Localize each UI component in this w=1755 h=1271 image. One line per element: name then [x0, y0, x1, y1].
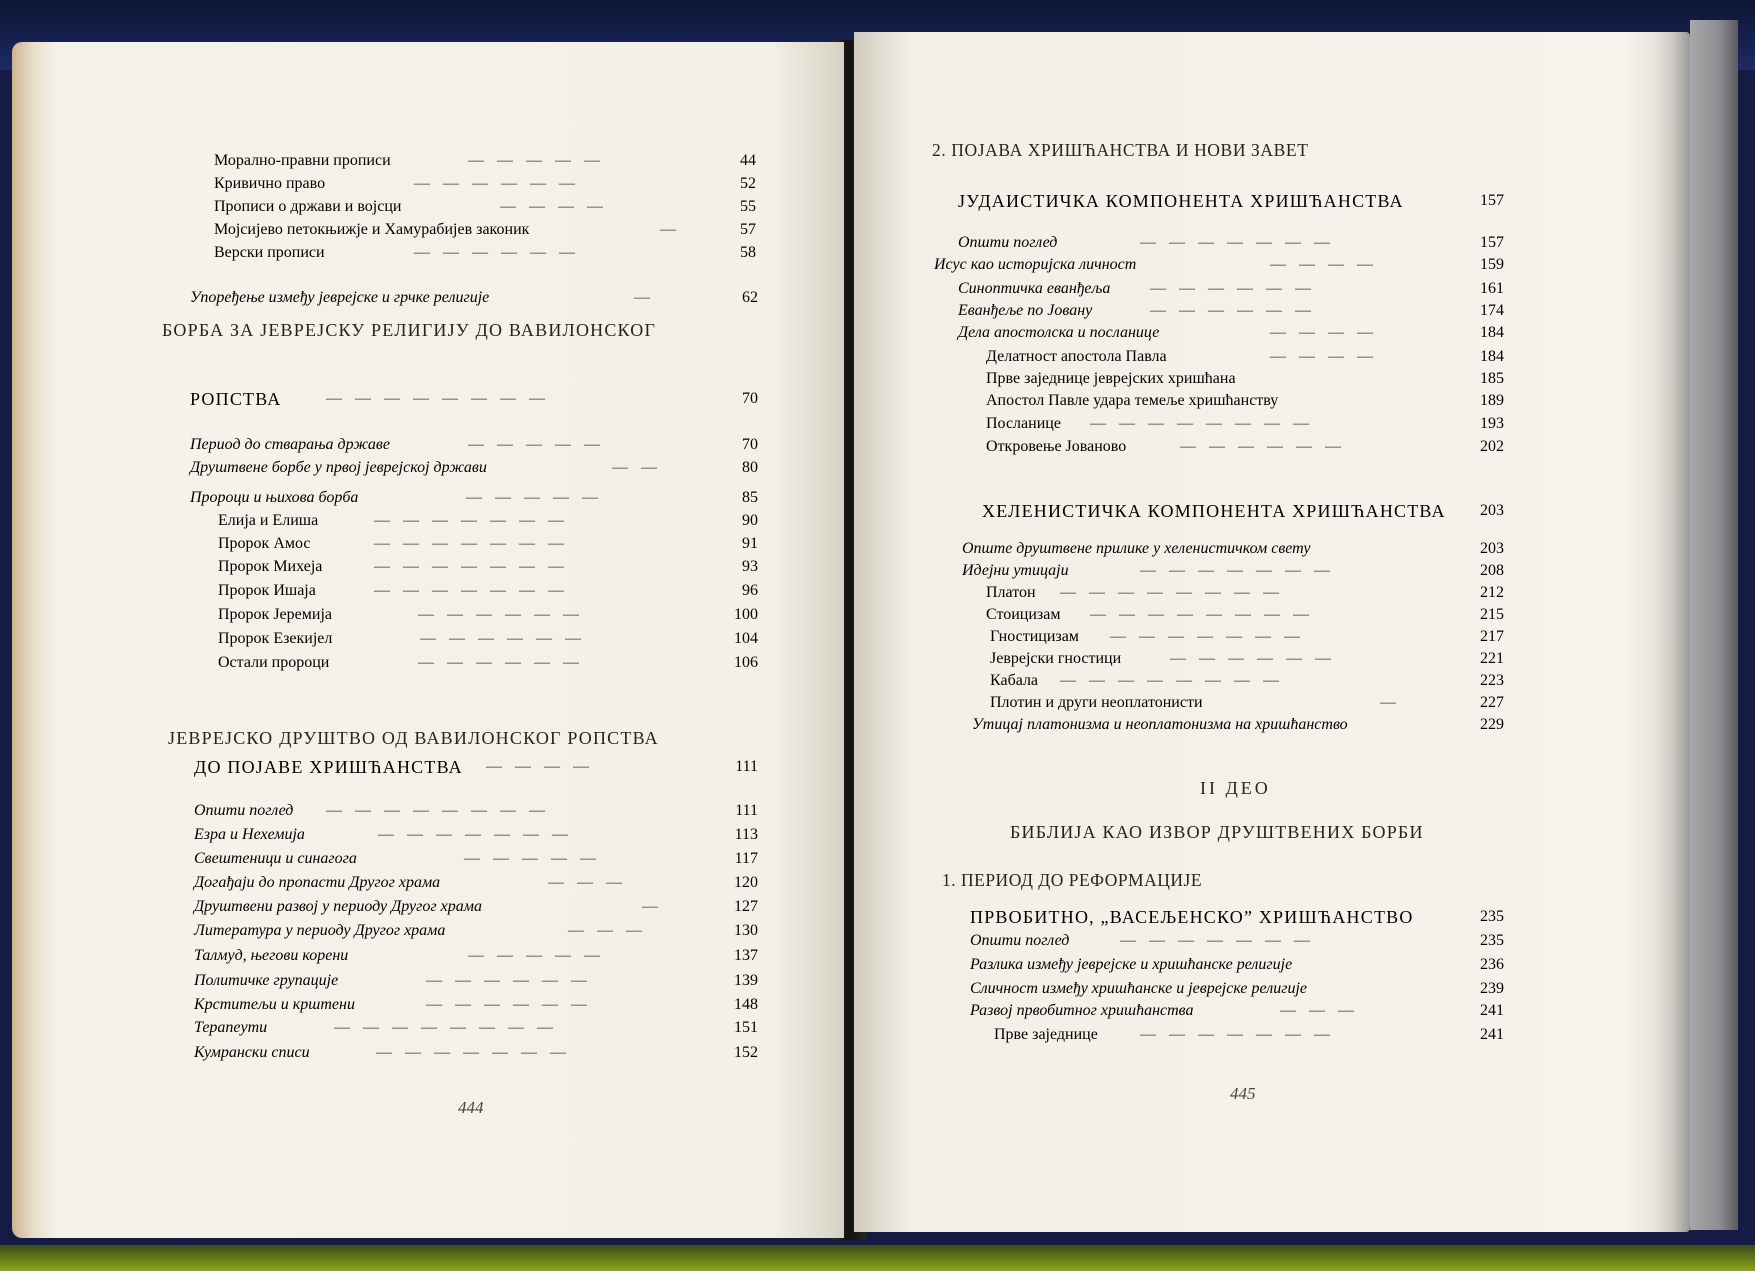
toc-entry-title: Остали пророци	[218, 654, 330, 671]
leader-dashes: ———————	[378, 826, 581, 843]
toc-entry-title: Мојсијево петокњижје и Хамурабијев законик	[214, 221, 530, 238]
leader-dashes: ———————	[374, 512, 577, 529]
toc-entry-title: Прве заједнице	[994, 1026, 1098, 1043]
page-number-right: 445	[1230, 1084, 1256, 1103]
toc-entry	[194, 872, 758, 894]
toc-entry-title: Догађаји до пропасти Другог храма	[194, 874, 441, 891]
toc-entry	[190, 487, 758, 509]
toc-entry-page: 151	[734, 1019, 758, 1036]
toc-entry	[214, 150, 756, 172]
toc-entry-title: Пророк Михеја	[218, 558, 323, 575]
toc-entry-page: 52	[740, 175, 756, 192]
toc-entry-title: Морално-правни прописи	[214, 152, 391, 169]
toc-entry-page: 70	[742, 390, 758, 407]
toc-entry-page: 208	[1480, 562, 1504, 579]
toc-entry	[986, 436, 1504, 458]
leader-dashes: ——————	[426, 996, 600, 1013]
leader-dashes: ————————	[334, 1019, 566, 1036]
toc-entry-title: Елија и Елиша	[218, 512, 319, 529]
toc-entry-title: Пророк Амос	[218, 535, 311, 552]
toc-entry-page: 100	[734, 606, 758, 623]
toc-entry	[958, 190, 1504, 212]
toc-entry	[194, 756, 758, 778]
leader-dashes: ——————	[1170, 650, 1344, 667]
toc-entry	[958, 300, 1504, 322]
toc-entry-title: Друштвене борбе у првој јеврејској држави	[190, 459, 487, 476]
leader-dashes: —	[634, 289, 663, 306]
toc-entry	[958, 278, 1504, 300]
toc-entry	[194, 945, 758, 967]
background-bottom	[0, 1245, 1755, 1271]
toc-entry-title: Разлика између јеврејске и хришћанске религије	[970, 956, 1293, 973]
leader-dashes: ——————	[414, 175, 588, 192]
toc-entry	[986, 582, 1504, 604]
toc-entry	[214, 242, 756, 264]
toc-entry	[990, 670, 1504, 692]
toc-entry-title: Опште друштвене прилике у хеленистичком свету	[962, 540, 1311, 557]
leader-dashes: ————	[486, 758, 602, 775]
leader-dashes: ———————	[374, 582, 577, 599]
toc-entry-title: Терапеути	[194, 1019, 268, 1036]
leader-dashes: ————————	[1090, 415, 1322, 432]
toc-entry	[214, 173, 756, 195]
chapter-heading-christianity: 2. ПОЈАВА ХРИШЋАНСТВА И НОВИ ЗАВЕТ	[932, 140, 1309, 160]
toc-entry	[958, 322, 1504, 344]
toc-entry-page: 80	[742, 459, 758, 476]
toc-entry-page: 221	[1480, 650, 1504, 667]
toc-entry	[218, 604, 758, 626]
toc-entry-title: Исус као историјска личност	[934, 256, 1137, 273]
leader-dashes: ——————	[418, 654, 592, 671]
toc-entry-title: Платон	[986, 584, 1036, 601]
toc-entry-page: 223	[1480, 672, 1504, 689]
toc-entry-title: Езра и Нехемија	[194, 826, 305, 843]
toc-entry-title: Општи поглед	[194, 802, 294, 819]
leader-dashes: ———	[568, 922, 655, 939]
toc-entry-title: Период до стварања државе	[190, 436, 390, 453]
toc-entry	[970, 906, 1504, 928]
leader-dashes: ————	[1270, 256, 1386, 273]
toc-entry-page: 62	[742, 289, 758, 306]
toc-entry-page: 139	[734, 972, 758, 989]
toc-entry	[934, 254, 1504, 276]
toc-entry	[990, 648, 1504, 670]
toc-entry-page: 236	[1480, 956, 1504, 973]
toc-entry-page: 137	[734, 947, 758, 964]
part-heading: II ДЕО	[1200, 778, 1271, 798]
toc-entry-page: 185	[1480, 370, 1504, 387]
leader-dashes: ————————	[1090, 606, 1322, 623]
leader-dashes: ———————	[1140, 234, 1343, 251]
toc-entry-page: 113	[734, 826, 758, 843]
toc-entry	[218, 533, 758, 555]
toc-entry	[194, 920, 758, 942]
toc-entry-title: Политичке групације	[194, 972, 339, 989]
toc-entry-title: Кабала	[990, 672, 1039, 689]
toc-entry	[962, 538, 1504, 560]
toc-entry-title: Кумрански списи	[194, 1044, 310, 1061]
toc-entry-page: 229	[1480, 716, 1504, 733]
leader-dashes: ———	[548, 874, 635, 891]
toc-entry	[986, 368, 1504, 390]
section-heading-babylon: БОРБА ЗА ЈЕВРЕЈСКУ РЕЛИГИЈУ ДО ВАВИЛОНСКОГ	[162, 320, 657, 340]
section-heading-jewish-society: ЈЕВРЕЈСКО ДРУШТВО ОД ВАВИЛОНСКОГ РОПСТВА	[168, 728, 659, 748]
toc-entry-title: Прописи о држави и војсци	[214, 198, 402, 215]
toc-entry-title: РОПСТВА	[190, 389, 282, 409]
toc-entry	[190, 434, 758, 456]
toc-entry-title: ЈУДАИСТИЧКА КОМПОНЕНТА ХРИШЋАНСТВА	[958, 191, 1404, 211]
toc-entry-page: 58	[740, 244, 756, 261]
toc-entry-page: 93	[742, 558, 758, 575]
leader-dashes: ——————	[414, 244, 588, 261]
toc-entry-page: 44	[740, 152, 756, 169]
toc-entry-title: Пророк Езекијел	[218, 630, 333, 647]
leader-dashes: ———————	[374, 535, 577, 552]
toc-entry-page: 157	[1480, 234, 1504, 251]
toc-entry	[214, 196, 756, 218]
toc-entry-page: 235	[1480, 932, 1504, 949]
leader-dashes: —————	[468, 947, 613, 964]
leader-dashes: ———————	[376, 1044, 579, 1061]
toc-entry	[190, 457, 758, 479]
toc-entry-title: Плотин и други неоплатонисти	[990, 694, 1203, 711]
toc-entry-page: 235	[1480, 908, 1504, 925]
toc-entry-page: 227	[1480, 694, 1504, 711]
toc-entry-page: 212	[1480, 584, 1504, 601]
toc-entry-page: 217	[1480, 628, 1504, 645]
toc-entry-title: Општи поглед	[958, 234, 1058, 251]
toc-entry-page: 104	[734, 630, 758, 647]
toc-entry-page: 111	[735, 802, 758, 819]
leader-dashes: —————	[464, 850, 609, 867]
toc-entry-title: Делатност апостола Павла	[986, 348, 1167, 365]
toc-entry-page: 241	[1480, 1002, 1504, 1019]
toc-entry-title: ПРВОБИТНО, „ВАСЕЉЕНСКО” ХРИШЋАНСТВО	[970, 907, 1414, 927]
toc-entry	[958, 232, 1504, 254]
toc-entry-page: 117	[734, 850, 758, 867]
leader-dashes: ———————	[374, 558, 577, 575]
toc-entry-page: 174	[1480, 302, 1504, 319]
toc-entry-title: Крститељи и крштени	[194, 996, 355, 1013]
leader-dashes: —	[642, 898, 671, 915]
leader-dashes: ———	[1280, 1002, 1367, 1019]
toc-entry-title: Еванђеље по Јовану	[958, 302, 1093, 319]
leader-dashes: ——	[612, 459, 670, 476]
toc-entry	[218, 580, 758, 602]
toc-entry-title: Идејни утицаји	[962, 562, 1069, 579]
toc-entry	[982, 500, 1504, 522]
toc-entry-page: 184	[1480, 348, 1504, 365]
toc-entry-title: Развој првобитног хришћанства	[970, 1002, 1194, 1019]
toc-entry-page: 202	[1480, 438, 1504, 455]
toc-entry	[994, 1024, 1504, 1046]
part-title: БИБЛИЈА КАО ИЗВОР ДРУШТВЕНИХ БОРБИ	[1010, 822, 1424, 842]
toc-entry-page: 161	[1480, 280, 1504, 297]
toc-entry-title: Пророк Ишаја	[218, 582, 316, 599]
toc-entry-page: 241	[1480, 1026, 1504, 1043]
toc-entry	[218, 652, 758, 674]
toc-entry-title: Талмуд, његови корени	[194, 947, 349, 964]
toc-entry	[986, 346, 1504, 368]
toc-entry-title: Откровење Јованово	[986, 438, 1127, 455]
toc-entry-title: Посланице	[986, 415, 1061, 432]
toc-entry-title: Прве заједнице јеврејских хришћана	[986, 370, 1236, 387]
toc-entry-page: 189	[1480, 392, 1504, 409]
toc-entry-page: 203	[1480, 502, 1504, 519]
toc-entry-title: Литература у периоду Другог храма	[194, 922, 446, 939]
toc-entry-title: Пророк Јеремија	[218, 606, 332, 623]
toc-entry-title: Верски прописи	[214, 244, 325, 261]
toc-entry-page: 157	[1480, 192, 1504, 209]
toc-entry-page: 106	[734, 654, 758, 671]
leader-dashes: ————————	[326, 802, 558, 819]
toc-entry-page: 55	[740, 198, 756, 215]
toc-entry	[972, 714, 1504, 736]
leader-dashes: ————	[500, 198, 616, 215]
toc-entry-title: Свештеници и синагога	[194, 850, 357, 867]
toc-entry	[190, 388, 758, 410]
toc-entry	[970, 1000, 1504, 1022]
leader-dashes: —	[660, 221, 689, 238]
toc-entry-title: Утицај платонизма и неоплатонизма на хришћанство	[972, 716, 1348, 733]
toc-entry-page: 203	[1480, 540, 1504, 557]
toc-entry	[990, 692, 1504, 714]
leader-dashes: ————————	[1060, 584, 1292, 601]
leader-dashes: ——————	[1180, 438, 1354, 455]
toc-entry-title: Синоптичка еванђеља	[958, 280, 1111, 297]
leader-dashes: ———————	[1110, 628, 1313, 645]
toc-entry-page: 148	[734, 996, 758, 1013]
toc-entry-page: 111	[735, 758, 758, 775]
leader-dashes: ———————	[1140, 1026, 1343, 1043]
toc-entry	[970, 954, 1504, 976]
period-heading: 1. ПЕРИОД ДО РЕФОРМАЦИЈЕ	[942, 870, 1203, 890]
toc-entry	[194, 824, 758, 846]
toc-entry-page: 57	[740, 221, 756, 238]
leader-dashes: ——————	[418, 606, 592, 623]
toc-entry	[194, 970, 758, 992]
toc-entry-title: Кривично право	[214, 175, 326, 192]
toc-entry-page: 70	[742, 436, 758, 453]
toc-entry-page: 184	[1480, 324, 1504, 341]
toc-entry-page: 159	[1480, 256, 1504, 273]
book-cover-edge	[1690, 20, 1738, 1230]
toc-entry	[214, 219, 756, 241]
toc-entry	[990, 626, 1504, 648]
toc-entry-title: Општи поглед	[970, 932, 1070, 949]
toc-entry-page: 152	[734, 1044, 758, 1061]
leader-dashes: ——————	[420, 630, 594, 647]
toc-entry-title: Јеврејски гностици	[990, 650, 1122, 667]
toc-entry	[986, 390, 1504, 412]
toc-entry-title: ХЕЛЕНИСТИЧКА КОМПОНЕНТА ХРИШЋАНСТВА	[982, 501, 1446, 521]
toc-entry	[218, 510, 758, 532]
page-number-left: 444	[458, 1098, 484, 1117]
leader-dashes: ——————	[1150, 280, 1324, 297]
toc-entry	[194, 994, 758, 1016]
leader-dashes: —————	[468, 436, 613, 453]
toc-entry-page: 239	[1480, 980, 1504, 997]
toc-entry	[194, 896, 758, 918]
toc-entry-page: 90	[742, 512, 758, 529]
leader-dashes: ————————	[326, 390, 558, 407]
toc-entry	[218, 556, 758, 578]
toc-entry-page: 193	[1480, 415, 1504, 432]
toc-entry-page: 127	[734, 898, 758, 915]
toc-entry-page: 130	[734, 922, 758, 939]
toc-entry	[194, 1017, 758, 1039]
toc-entry-page: 85	[742, 489, 758, 506]
leader-dashes: ————————	[1060, 672, 1292, 689]
toc-entry	[194, 848, 758, 870]
toc-entry-page: 96	[742, 582, 758, 599]
toc-entry-title: Упоређење између јеврејске и грчке религије	[190, 289, 490, 306]
toc-entry-title: ДО ПОЈАВЕ ХРИШЋАНСТВА	[194, 757, 463, 777]
toc-entry-title: Стоицизам	[986, 606, 1061, 623]
leader-dashes: ———————	[1120, 932, 1323, 949]
toc-entry	[190, 287, 758, 309]
leader-dashes: ————	[1270, 324, 1386, 341]
leader-dashes: ————	[1270, 348, 1386, 365]
toc-entry-title: Пророци и њихова борба	[190, 489, 359, 506]
leader-dashes: —————	[468, 152, 613, 169]
toc-entry-page: 91	[742, 535, 758, 552]
toc-entry-title: Гностицизам	[990, 628, 1079, 645]
leader-dashes: ——————	[426, 972, 600, 989]
leader-dashes: ——————	[1150, 302, 1324, 319]
toc-entry	[970, 978, 1504, 1000]
leader-dashes: —	[1380, 694, 1409, 711]
toc-entry-title: Дела апостолска и посланице	[958, 324, 1160, 341]
leader-dashes: —————	[466, 489, 611, 506]
leader-dashes: ———————	[1140, 562, 1343, 579]
toc-entry	[962, 560, 1504, 582]
toc-entry-page: 215	[1480, 606, 1504, 623]
toc-entry	[986, 604, 1504, 626]
toc-entry	[194, 1042, 758, 1064]
toc-entry	[986, 413, 1504, 435]
toc-entry-title: Апостол Павле удара темеље хришћанству	[986, 392, 1279, 409]
toc-entry	[194, 800, 758, 822]
toc-entry	[218, 628, 758, 650]
toc-entry-title: Сличност између хришћанске и јеврејске религије	[970, 980, 1307, 997]
toc-entry-page: 120	[734, 874, 758, 891]
toc-entry-title: Друштвени развој у периоду Другог храма	[194, 898, 482, 915]
toc-entry	[970, 930, 1504, 952]
